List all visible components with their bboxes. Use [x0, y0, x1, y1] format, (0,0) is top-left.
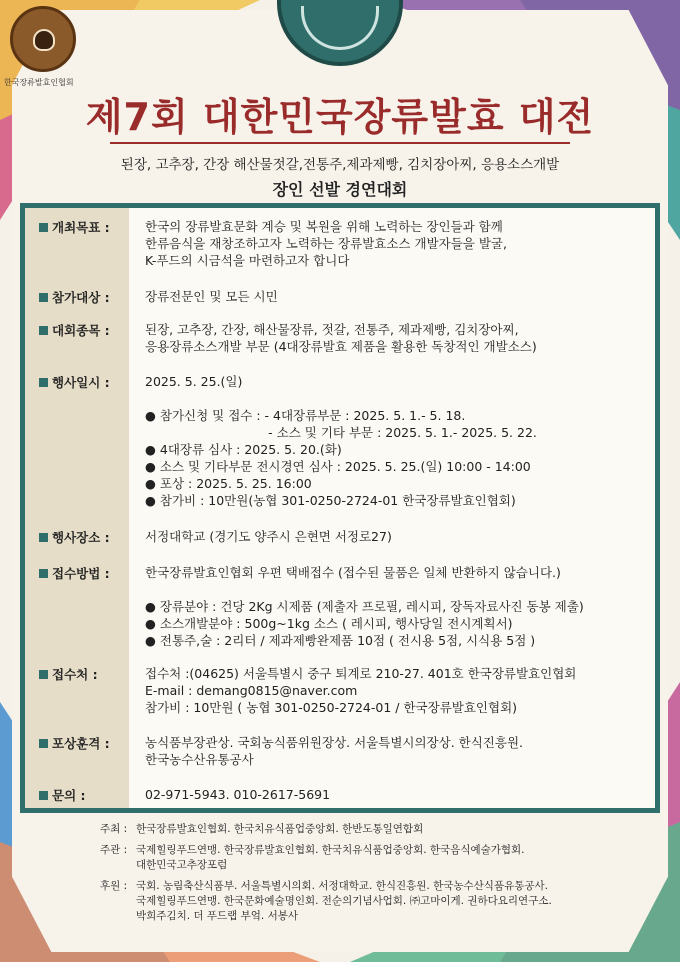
- row-value: 2025. 5. 25.(일) ● 참가신청 및 접수 : - 4대장류부문 : 2025. 5. 1.- 5. 18. - 소스 및 기타 부문 : 2025. 5. 1.- 2025. 5. 22. ● 4대장류 심사 : 2025. 5. 20.(화) ● 소스 및 기타부문 전시경연 심사 : 2025. 5. 25.(일) 10:00 - 14:00 ● 포상 : 2025. 5. 25. 16:00 ● 참가비 : 10만원(농협 301-0250-2724-01 한국장류발효인협회): [145, 374, 537, 508]
- row-label: 행사일시 :: [52, 375, 110, 390]
- row-label: 개최목표 :: [52, 220, 110, 235]
- square-bullet-icon: [39, 378, 48, 387]
- logo-caption: 한국장류발효인협회: [4, 78, 74, 87]
- square-bullet-icon: [39, 791, 48, 800]
- row-value: 02-971-5943. 010-2617-5691: [145, 787, 331, 802]
- footer-credits: [100, 822, 640, 924]
- subtitle-categories: 된장, 고추장, 간장 해산물젓갈,전통주,제과제빵, 김치장아찌, 응용소스개발: [120, 157, 560, 173]
- page-title: 제7회 대한민국장류발효 대전: [85, 95, 595, 139]
- row-value: 서정대학교 (경기도 양주시 은현면 서정로27): [145, 529, 392, 544]
- row-value: 한국장류발효인협회 우편 택배접수 (접수된 물품은 일체 반환하지 않습니다.) ● 장류분야 : 건당 2Kg 시제품 (제출자 프로필, 레시피, 장독자료사진 동봉 제출) ● 소스개발분야 : 500g~1kg 소스 ( 레시피, 행사당일 전시계획서) ● 전통주,술 : 2리터 / 제과제빵완제품 10점 ( 전시용 5점, 시식용 5점 ): [145, 565, 584, 648]
- row-label: 접수처 :: [52, 667, 98, 682]
- square-bullet-icon: [39, 223, 48, 232]
- row-label: 행사장소 :: [52, 530, 110, 545]
- association-logo-icon: [10, 6, 76, 72]
- row-label: 문의 :: [52, 788, 86, 803]
- email-link[interactable]: E-mail : demang0815@naver.com: [145, 683, 358, 698]
- footer-organizer: 주관 : 국제힐링푸드연맹. 한국장류발효인협회. 한국치유식품업중앙회. 한국음식예술가협회. 대한민국고추장포럼: [100, 844, 525, 871]
- row-value: 농식품부장관상. 국회농식품위원장상. 서울특별시의장상. 한식진흥원. 한국농수산유통공사: [145, 735, 523, 767]
- subtitle-contest: 장인 선발 경연대회: [272, 180, 408, 199]
- row-label: 포상훈격 :: [52, 736, 110, 751]
- row-value: 접수처 :(04625) 서울특별시 중구 퇴계로 210-27. 401호 한국장류발효인협회 E-mail : demang0815@naver.com 참가비 : 10만원 ( 농협 301-0250-2724-01 / 한국장류발효인협회): [145, 665, 645, 716]
- row-label: 참가대상 :: [52, 290, 110, 305]
- row-value: 된장, 고추장, 간장, 해산물장류, 젓갈, 전통주, 제과제빵, 김치장아찌, 응용장류소스개발 부문 (4대장류발효 제품을 활용한 독창적인 개발소스): [145, 322, 537, 354]
- square-bullet-icon: [39, 670, 48, 679]
- square-bullet-icon: [39, 533, 48, 542]
- title-divider: [110, 142, 570, 144]
- square-bullet-icon: [39, 569, 48, 578]
- square-bullet-icon: [39, 326, 48, 335]
- row-label: 대회종목 :: [52, 323, 110, 338]
- square-bullet-icon: [39, 739, 48, 748]
- footer-host: 주최 : 한국장류발효인협회. 한국치유식품업중앙회. 한반도통일연합회: [100, 823, 424, 835]
- row-value: 한국의 장류발효문화 계승 및 복원을 위해 노력하는 장인들과 함께 한류음식을 재창조하고자 노력하는 장류발효소스 개발자들을 발굴, K-푸드의 시금석을 마련하고자 합니다: [145, 219, 507, 268]
- row-value: 장류전문인 및 모든 시민: [145, 289, 278, 304]
- square-bullet-icon: [39, 293, 48, 302]
- footer-sponsor: 후원 : 국회. 농림축산식품부. 서울특별시의회. 서정대학교. 한식진흥원. 한국농수산식품유통공사. 국제힐링푸드연맹. 한국문화예술명인회. 전순의기념사업회. ㈜고마이게. 권하다요리연구소. 박희주김치. 더 푸드랩 부엌. 서봉사: [100, 880, 552, 922]
- row-label: 접수방법 :: [52, 566, 110, 581]
- info-box: [20, 203, 660, 813]
